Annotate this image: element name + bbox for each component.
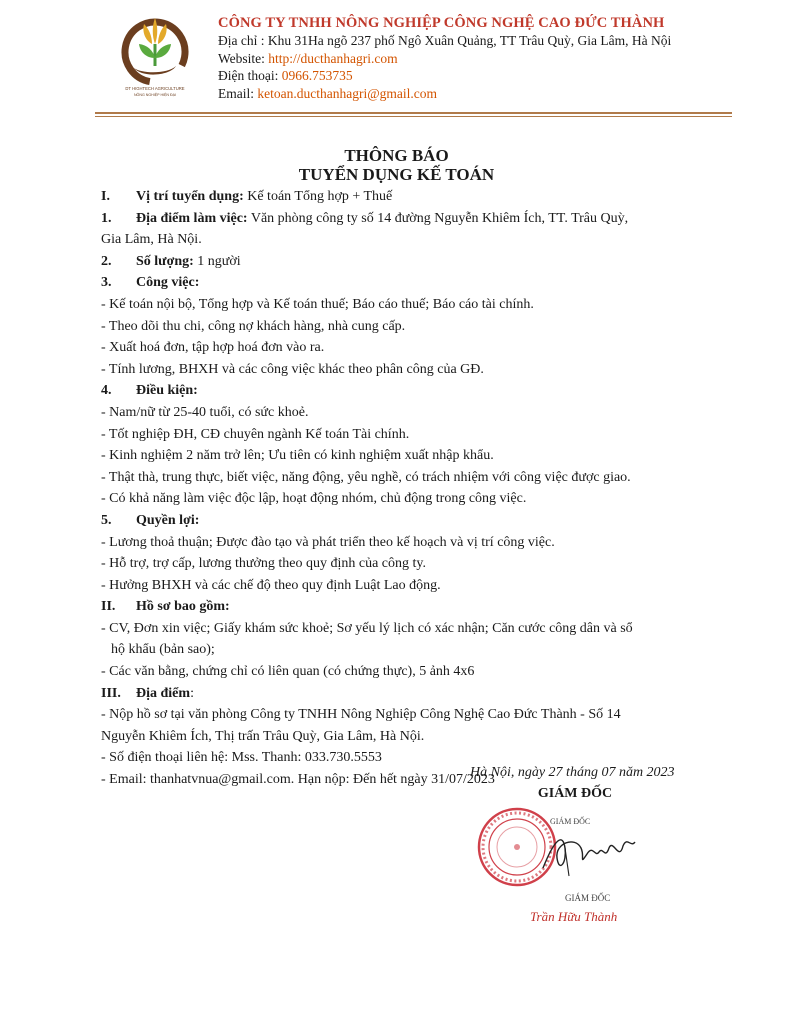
svg-text:DT HIGHTECH AGRICULTURE: DT HIGHTECH AGRICULTURE xyxy=(125,86,185,91)
section-quantity: 2. Số lượng: 1 người xyxy=(101,253,241,269)
section-workplace: 1. Địa điểm làm việc: Văn phòng công ty số 14 đường Nguyễn Khiêm Ích, TT. Trâu Quỳ, xyxy=(101,210,629,226)
list-item: - Nộp hồ sơ tại văn phòng Công ty TNHH Nông Nghiệp Công Nghệ Cao Đức Thành - Số 14 xyxy=(101,707,621,723)
section-position: I. Vị trí tuyển dụng: Kế toán Tổng hợp + Thuế xyxy=(101,189,393,204)
company-email: Email: ketoan.ducthanhagri@gmail.com xyxy=(218,85,438,101)
company-address: Địa chỉ : Khu 31Ha ngõ 237 phố Ngô Xuân Quảng, TT Trâu Quỳ, Gia Lâm, Hà Nội xyxy=(218,33,672,48)
header-divider-thick xyxy=(95,112,732,114)
svg-text:Trần Hữu Thành: Trần Hữu Thành xyxy=(530,909,618,924)
header-divider-thin xyxy=(95,116,732,117)
section-location-heading: III. Địa điểm: xyxy=(101,685,194,701)
doc-body xyxy=(101,186,741,791)
list-item: - Hỗ trợ, trợ cấp, lương thưởng theo quy định của công ty. xyxy=(101,556,426,572)
list-item: - Có khả năng làm việc độc lập, hoạt động nhóm, chủ động trong công việc. xyxy=(101,491,527,507)
list-item: - Theo dõi thu chi, công nợ khách hàng, nhà cung cấp. xyxy=(101,318,406,334)
letterhead xyxy=(218,14,778,102)
section-benefits-heading: 5. Quyền lợi: xyxy=(101,512,200,528)
website-link[interactable]: http://ducthanhagri.com xyxy=(268,50,398,66)
signer-name xyxy=(528,903,658,927)
section-tasks-heading: 3. Công việc: xyxy=(101,275,200,291)
list-item-cont: hộ khẩu (bản sao); xyxy=(111,642,215,658)
section-requirements-heading: 4. Điều kiện: xyxy=(101,383,198,399)
phone-number: 0966.753735 xyxy=(281,68,353,84)
list-item: - Lương thoả thuận; Được đào tạo và phát triển theo kế hoạch và vị trí công việc. xyxy=(101,534,555,550)
list-item: - Nam/nữ từ 25-40 tuổi, có sức khoẻ. xyxy=(101,404,309,420)
issue-date: Hà Nội, ngày 27 tháng 07 năm 2023 xyxy=(470,765,675,780)
list-item: - Các văn bằng, chứng chỉ có liên quan (có chứng thực), 5 ảnh 4x6 xyxy=(101,664,475,680)
list-item: - Xuất hoá đơn, tập hợp hoá đơn vào ra. xyxy=(101,340,325,356)
company-logo xyxy=(112,8,198,100)
company-website: Website: http://ducthanhagri.com xyxy=(218,50,398,66)
list-item: - CV, Đơn xin việc; Giấy khám sức khoẻ; Sơ yếu lý lịch có xác nhận; Căn cước công dân và sổ xyxy=(101,620,633,636)
list-item: - Email: thanhatvnua@gmail.com. Hạn nộp: Đến hết ngày 31/07/2023 xyxy=(101,772,495,788)
signature-title: GIÁM ĐỐC xyxy=(565,893,611,903)
company-name: CÔNG TY TNHH NÔNG NGHIỆP CÔNG NGHỆ CAO ĐỨC THÀNH xyxy=(218,15,665,31)
list-item: - Hưởng BHXH và các chế độ theo quy định Luật Lao động. xyxy=(101,577,441,593)
list-item: - Kinh nghiệm 2 năm trở lên; Ưu tiên có kinh nghiệm xuất nhập khẩu. xyxy=(101,448,494,464)
list-item: - Thật thà, trung thực, biết việc, năng động, yêu nghề, có trách nhiệm với công việc được giao. xyxy=(101,469,631,485)
list-item: - Kế toán nội bộ, Tổng hợp và Kế toán thuế; Báo cáo thuế; Báo cáo tài chính. xyxy=(101,296,534,312)
list-item-cont: Nguyễn Khiêm Ích, Thị trấn Trâu Quỳ, Gia Lâm, Hà Nội. xyxy=(101,728,425,744)
doc-title: THÔNG BÁO xyxy=(344,146,449,165)
director-signature xyxy=(535,818,645,888)
list-item: - Tính lương, BHXH và các công việc khác theo phân công của GĐ. xyxy=(101,361,484,377)
section-workplace-cont: Gia Lâm, Hà Nội. xyxy=(101,232,202,248)
doc-subtitle: TUYỂN DỤNG KẾ TOÁN xyxy=(298,165,495,184)
company-phone: Điện thoại: 0966.753735 xyxy=(218,68,353,84)
svg-text:NÔNG NGHIỆP HIỆN ĐẠI: NÔNG NGHIỆP HIỆN ĐẠI xyxy=(133,93,177,97)
email-link[interactable]: ketoan.ducthanhagri@gmail.com xyxy=(257,85,438,101)
stamp-title: GIÁM ĐỐC xyxy=(550,817,591,826)
list-item: - Tốt nghiệp ĐH, CĐ chuyên ngành Kế toán Tài chính. xyxy=(101,426,410,442)
section-documents-heading: II. Hồ sơ bao gồm: xyxy=(101,599,230,615)
director-title: GIÁM ĐỐC xyxy=(537,786,613,801)
list-item: - Số điện thoại liên hệ: Mss. Thanh: 033.730.5553 xyxy=(101,750,382,766)
